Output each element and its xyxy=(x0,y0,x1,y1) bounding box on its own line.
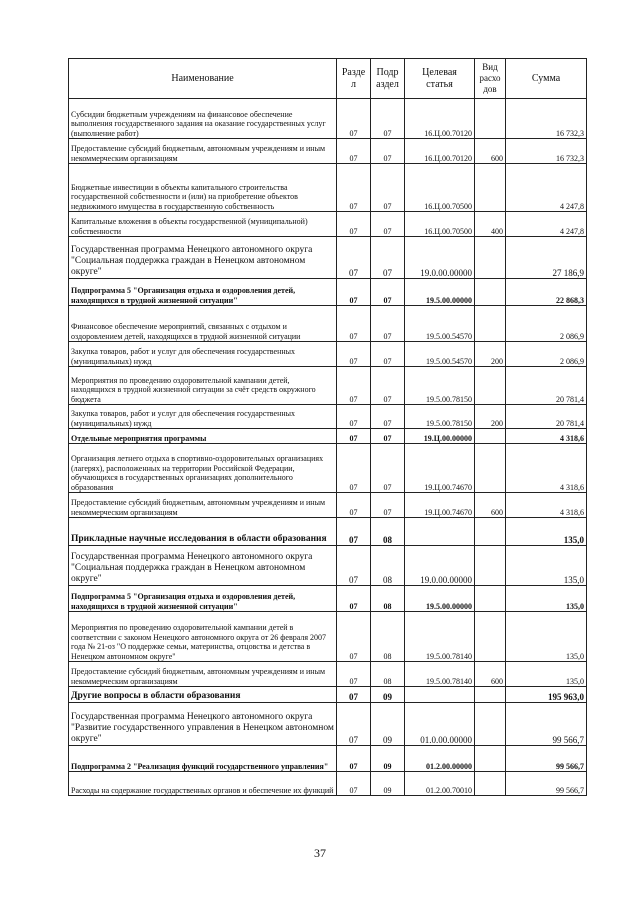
row-podrazdel: 08 xyxy=(371,518,405,546)
row-target: 19.Ц.00.74670 xyxy=(405,444,475,493)
row-target: 19.5.00.54570 xyxy=(405,342,475,367)
row-sum: 4 318,6 xyxy=(506,429,587,444)
row-sum: 99 566,7 xyxy=(506,772,587,796)
row-sum: 4 247,8 xyxy=(506,164,587,212)
table-row xyxy=(69,279,587,306)
row-target: 19.Ц.00.74670 xyxy=(405,493,475,518)
row-vid xyxy=(475,306,506,342)
row-vid xyxy=(475,279,506,306)
row-name: Бюджетные инвестиции в объекты капитального строительства государственной собственности и (или) на приобретение объектов недвижимого имущества в государственную собственность xyxy=(69,164,337,212)
row-podrazdel: 09 xyxy=(371,687,405,703)
row-vid: 200 xyxy=(475,405,506,429)
row-name: Отдельные мероприятия программы xyxy=(69,429,337,444)
table-row xyxy=(69,772,587,796)
row-vid xyxy=(475,687,506,703)
row-razdel: 07 xyxy=(337,772,371,796)
table-row xyxy=(69,139,587,164)
row-name: Подпрограмма 5 "Организация отдыха и оздоровления детей, находящихся в трудной жизненной ситуации" xyxy=(69,586,337,612)
table-row xyxy=(69,99,587,139)
row-sum: 135,0 xyxy=(506,662,587,687)
table-row xyxy=(69,405,587,429)
row-vid xyxy=(475,586,506,612)
table-row xyxy=(69,342,587,367)
row-sum: 99 566,7 xyxy=(506,703,587,746)
row-sum: 16 732,3 xyxy=(506,99,587,139)
table-body xyxy=(69,99,587,796)
row-razdel: 07 xyxy=(337,279,371,306)
row-podrazdel: 07 xyxy=(371,279,405,306)
row-podrazdel: 07 xyxy=(371,212,405,237)
row-target: 01.0.00.00000 xyxy=(405,703,475,746)
header-name: Наименование xyxy=(69,59,337,99)
row-sum: 27 186,9 xyxy=(506,237,587,279)
table-row xyxy=(69,746,587,772)
row-name: Подпрограмма 2 "Реализация функций государственного управления" xyxy=(69,746,337,772)
row-sum: 135,0 xyxy=(506,546,587,586)
row-razdel: 07 xyxy=(337,429,371,444)
row-razdel: 07 xyxy=(337,164,371,212)
row-sum: 195 963,0 xyxy=(506,687,587,703)
row-podrazdel: 07 xyxy=(371,237,405,279)
row-razdel: 07 xyxy=(337,99,371,139)
row-name: Расходы на содержание государственных органов и обеспечение их функций xyxy=(69,772,337,796)
table-row xyxy=(69,546,587,586)
row-name: Субсидии бюджетным учреждениям на финансовое обеспечение выполнения государственного задания на оказание государственных услуг (выполнение работ) xyxy=(69,99,337,139)
row-name: Прикладные научные исследования в области образования xyxy=(69,518,337,546)
row-sum: 135,0 xyxy=(506,612,587,662)
row-name: Предоставление субсидий бюджетным, автономным учреждениям и иным некоммерческим организациям xyxy=(69,662,337,687)
row-sum: 16 732,3 xyxy=(506,139,587,164)
row-sum: 2 086,9 xyxy=(506,342,587,367)
row-podrazdel: 09 xyxy=(371,746,405,772)
row-podrazdel: 07 xyxy=(371,405,405,429)
row-name: Мероприятия по проведению оздоровительной кампании детей в соответствии с законом Ненецкого автономного округа от 26 февраля 2007 года № 21-оз "О поддержке семьи, материнства, отцовства и детства в Ненецком автономном округе" xyxy=(69,612,337,662)
row-target: 19.5.00.54570 xyxy=(405,306,475,342)
row-podrazdel: 07 xyxy=(371,99,405,139)
row-name: Государственная программа Ненецкого автономного округа "Социальная поддержка граждан в Ненецком автономном округе" xyxy=(69,237,337,279)
row-razdel: 07 xyxy=(337,662,371,687)
row-razdel: 07 xyxy=(337,703,371,746)
row-name: Государственная программа Ненецкого автономного округа "Социальная поддержка граждан в Ненецком автономном округе" xyxy=(69,546,337,586)
row-sum: 135,0 xyxy=(506,518,587,546)
row-target: 19.5.00.78140 xyxy=(405,662,475,687)
row-sum: 20 781,4 xyxy=(506,405,587,429)
table-row xyxy=(69,518,587,546)
header-vid: Вид расхо дов xyxy=(475,59,506,99)
row-sum: 4 318,6 xyxy=(506,493,587,518)
header-razdel: Разде л xyxy=(337,59,371,99)
row-sum: 22 868,3 xyxy=(506,279,587,306)
row-sum: 2 086,9 xyxy=(506,306,587,342)
row-name: Предоставление субсидий бюджетным, автономным учреждениям и иным некоммерческим организациям xyxy=(69,139,337,164)
row-podrazdel: 07 xyxy=(371,342,405,367)
table-row xyxy=(69,367,587,405)
row-vid: 600 xyxy=(475,662,506,687)
row-podrazdel: 09 xyxy=(371,772,405,796)
row-razdel: 07 xyxy=(337,493,371,518)
budget-table xyxy=(68,58,587,796)
row-podrazdel: 08 xyxy=(371,546,405,586)
row-target: 16.Ц.00.70120 xyxy=(405,139,475,164)
row-name: Финансовое обеспечение мероприятий, связанных с отдыхом и оздоровлением детей, находящихся в трудной жизненной ситуации xyxy=(69,306,337,342)
row-target xyxy=(405,518,475,546)
row-razdel: 07 xyxy=(337,367,371,405)
header-podrazdel: Подр аздел xyxy=(371,59,405,99)
row-name: Капитальные вложения в объекты государственной (муниципальной) собственности xyxy=(69,212,337,237)
row-name: Подпрограмма 5 "Организация отдыха и оздоровления детей, находящихся в трудной жизненной ситуации" xyxy=(69,279,337,306)
table-row xyxy=(69,612,587,662)
table-row xyxy=(69,493,587,518)
row-name: Организация летнего отдыха в спортивно-оздоровительных организациях (лагерях), расположенных на территории Российской Федерации, обучающихся в государственных организациях дополнительного образования xyxy=(69,444,337,493)
table-row xyxy=(69,306,587,342)
table-row xyxy=(69,237,587,279)
row-sum: 99 566,7 xyxy=(506,746,587,772)
row-target: 19.0.00.00000 xyxy=(405,546,475,586)
row-razdel: 07 xyxy=(337,518,371,546)
row-vid xyxy=(475,746,506,772)
row-razdel: 07 xyxy=(337,405,371,429)
row-target: 19.5.00.78150 xyxy=(405,367,475,405)
row-vid xyxy=(475,164,506,212)
row-razdel: 07 xyxy=(337,237,371,279)
table-row xyxy=(69,212,587,237)
row-razdel: 07 xyxy=(337,444,371,493)
row-sum: 20 781,4 xyxy=(506,367,587,405)
table-row xyxy=(69,703,587,746)
row-target: 16.Ц.00.70500 xyxy=(405,212,475,237)
row-vid xyxy=(475,703,506,746)
row-podrazdel: 07 xyxy=(371,429,405,444)
row-vid xyxy=(475,429,506,444)
row-target xyxy=(405,687,475,703)
row-razdel: 07 xyxy=(337,586,371,612)
row-target: 19.5.00.00000 xyxy=(405,279,475,306)
table-row xyxy=(69,662,587,687)
header-target: Целевая статья xyxy=(405,59,475,99)
table-row xyxy=(69,164,587,212)
table-header-row xyxy=(69,59,587,99)
row-name: Закупка товаров, работ и услуг для обеспечения государственных (муниципальных) нужд xyxy=(69,342,337,367)
row-razdel: 07 xyxy=(337,687,371,703)
row-podrazdel: 08 xyxy=(371,612,405,662)
row-name: Другие вопросы в области образования xyxy=(69,687,337,703)
row-razdel: 07 xyxy=(337,612,371,662)
row-target: 01.2.00.70010 xyxy=(405,772,475,796)
row-target: 01.2.00.00000 xyxy=(405,746,475,772)
header-sum: Сумма xyxy=(506,59,587,99)
row-razdel: 07 xyxy=(337,546,371,586)
row-sum: 4 318,6 xyxy=(506,444,587,493)
row-vid xyxy=(475,367,506,405)
row-name: Закупка товаров, работ и услуг для обеспечения государственных (муниципальных) нужд xyxy=(69,405,337,429)
row-vid: 400 xyxy=(475,212,506,237)
row-vid xyxy=(475,518,506,546)
row-podrazdel: 07 xyxy=(371,367,405,405)
row-podrazdel: 07 xyxy=(371,493,405,518)
row-podrazdel: 07 xyxy=(371,139,405,164)
table-row xyxy=(69,444,587,493)
row-podrazdel: 07 xyxy=(371,306,405,342)
row-vid: 600 xyxy=(475,493,506,518)
row-vid xyxy=(475,99,506,139)
row-sum: 135,0 xyxy=(506,586,587,612)
row-vid xyxy=(475,444,506,493)
row-name: Предоставление субсидий бюджетным, автономным учреждениям и иным некоммерческим организациям xyxy=(69,493,337,518)
row-sum: 4 247,8 xyxy=(506,212,587,237)
row-target: 16.Ц.00.70120 xyxy=(405,99,475,139)
row-razdel: 07 xyxy=(337,139,371,164)
row-podrazdel: 09 xyxy=(371,703,405,746)
row-vid: 200 xyxy=(475,342,506,367)
row-target: 19.5.00.78150 xyxy=(405,405,475,429)
table-row xyxy=(69,687,587,703)
row-razdel: 07 xyxy=(337,746,371,772)
row-vid xyxy=(475,237,506,279)
row-target: 19.0.00.00000 xyxy=(405,237,475,279)
row-podrazdel: 08 xyxy=(371,586,405,612)
table-row xyxy=(69,429,587,444)
row-target: 19.5.00.00000 xyxy=(405,586,475,612)
row-target: 19.Ц.00.00000 xyxy=(405,429,475,444)
row-podrazdel: 08 xyxy=(371,662,405,687)
row-podrazdel: 07 xyxy=(371,164,405,212)
row-razdel: 07 xyxy=(337,342,371,367)
row-vid xyxy=(475,546,506,586)
row-vid xyxy=(475,612,506,662)
row-target: 16.Ц.00.70500 xyxy=(405,164,475,212)
row-target: 19.5.00.78140 xyxy=(405,612,475,662)
row-name: Мероприятия по проведению оздоровительной кампании детей, находящихся в трудной жизненной ситуации за счёт средств окружного бюджета xyxy=(69,367,337,405)
row-vid: 600 xyxy=(475,139,506,164)
row-vid xyxy=(475,772,506,796)
row-podrazdel: 07 xyxy=(371,444,405,493)
row-name: Государственная программа Ненецкого автономного округа "Развитие государственного управления в Ненецком автономном округе" xyxy=(69,703,337,746)
page-number: 37 xyxy=(314,846,326,860)
table-row xyxy=(69,586,587,612)
row-razdel: 07 xyxy=(337,306,371,342)
row-razdel: 07 xyxy=(337,212,371,237)
